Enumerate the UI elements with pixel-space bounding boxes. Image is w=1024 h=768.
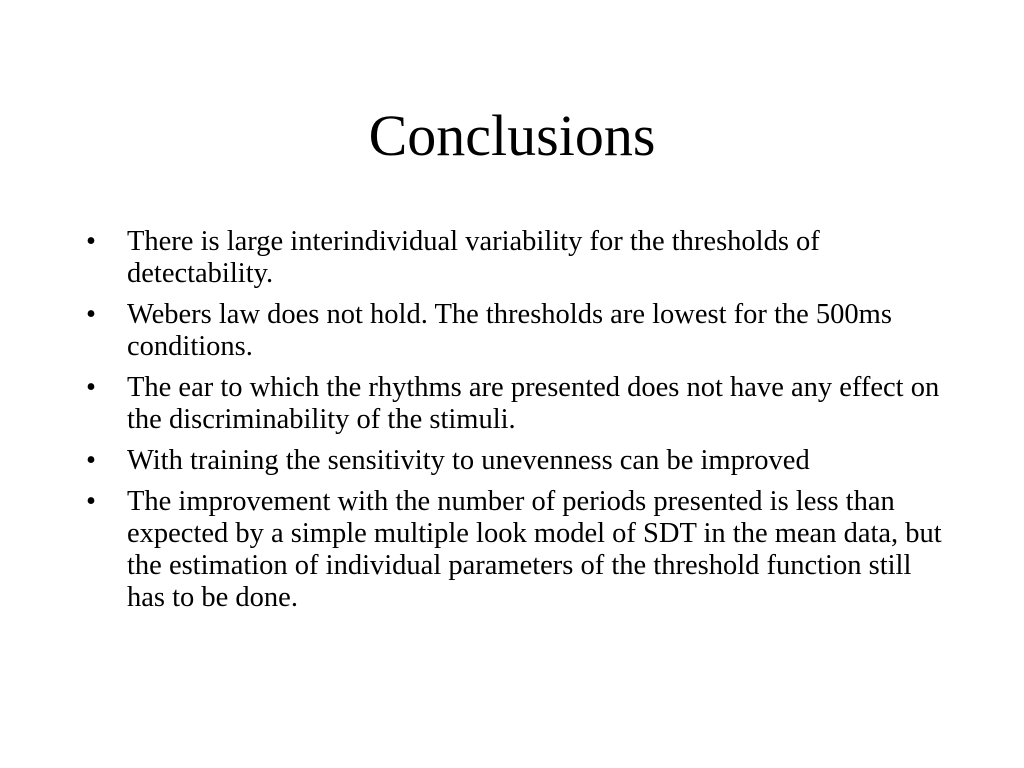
bullet-text: With training the sensitivity to unevenness can be improved: [127, 445, 810, 476]
bullet-glyph: •: [86, 226, 96, 257]
bullet-glyph: •: [86, 372, 96, 403]
bullet-text: The improvement with the number of periods presented is less than expected by a simple multiple look model of SDT in the mean data, but the estimation of individual parameters of the threshold function still has to be done.: [127, 486, 942, 613]
bullet-item: [86, 486, 946, 614]
bullet-text: There is large interindividual variability for the thresholds of detectability.: [127, 226, 820, 289]
bullet-item: [86, 372, 946, 436]
bullet-list: [86, 226, 946, 623]
bullet-text: Webers law does not hold. The thresholds are lowest for the 500ms conditions.: [127, 299, 892, 362]
bullet-item: [86, 299, 946, 363]
bullet-glyph: •: [86, 486, 96, 517]
bullet-glyph: •: [86, 445, 96, 476]
bullet-text: The ear to which the rhythms are presented does not have any effect on the discriminability of the stimuli.: [127, 372, 940, 435]
bullet-item: [86, 445, 946, 477]
slide-title: Conclusions: [368, 103, 656, 168]
bullet-item: [86, 226, 946, 290]
bullet-glyph: •: [86, 299, 96, 330]
